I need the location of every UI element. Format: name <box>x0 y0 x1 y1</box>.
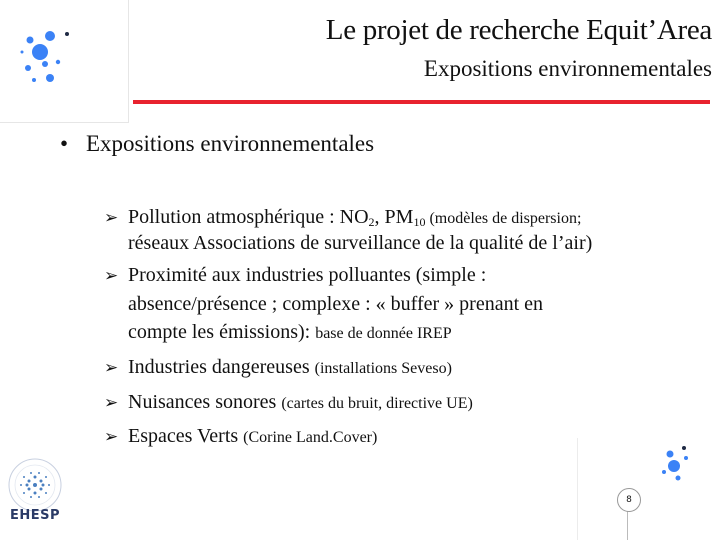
slide-subtitle: Expositions environnementales <box>423 56 712 81</box>
main-bullet-text: Expositions environnementales <box>86 131 375 156</box>
corner-decoration <box>577 438 720 540</box>
list-item: ➢ Nuisances sonores (cartes du bruit, directive UE) <box>104 387 473 419</box>
arrow-bullet-icon: ➢ <box>104 266 119 286</box>
list-item-continuation: réseaux Associations de surveillance de la qualité de l’air) <box>128 232 593 254</box>
list-item: ➢ Pollution atmosphérique : $NO_2$, $PM_{10}$ (modèles de dispersion; <box>104 202 581 237</box>
title-divider <box>133 100 710 104</box>
main-bullet <box>60 131 374 157</box>
list-item: ➢ Industries dangereuses (installations Seveso) <box>104 352 452 384</box>
arrow-bullet-icon: ➢ <box>104 208 119 228</box>
page-number: 8 <box>617 488 641 512</box>
ehesp-logo-text: EHESP <box>9 508 61 523</box>
list-item: ➢ Espaces Verts (Corine Land.Cover) <box>104 421 377 453</box>
arrow-bullet-icon: ➢ <box>104 358 119 378</box>
list-item-continuation: absence/présence ; complexe : « buffer » prenant en <box>128 293 543 315</box>
page-number-line <box>627 511 628 540</box>
list-item-continuation: compte les émissions): base de donnée IREP <box>128 321 452 343</box>
arrow-bullet-icon: ➢ <box>104 427 119 447</box>
bullet-icon: • <box>60 131 69 156</box>
ehesp-logo <box>0 455 75 540</box>
slide-title: Le projet de recherche Equit’Area <box>325 14 712 46</box>
arrow-bullet-icon: ➢ <box>104 393 119 413</box>
project-logo <box>0 0 129 123</box>
list-item: ➢ Proximité aux industries polluantes (simple : <box>104 260 486 291</box>
